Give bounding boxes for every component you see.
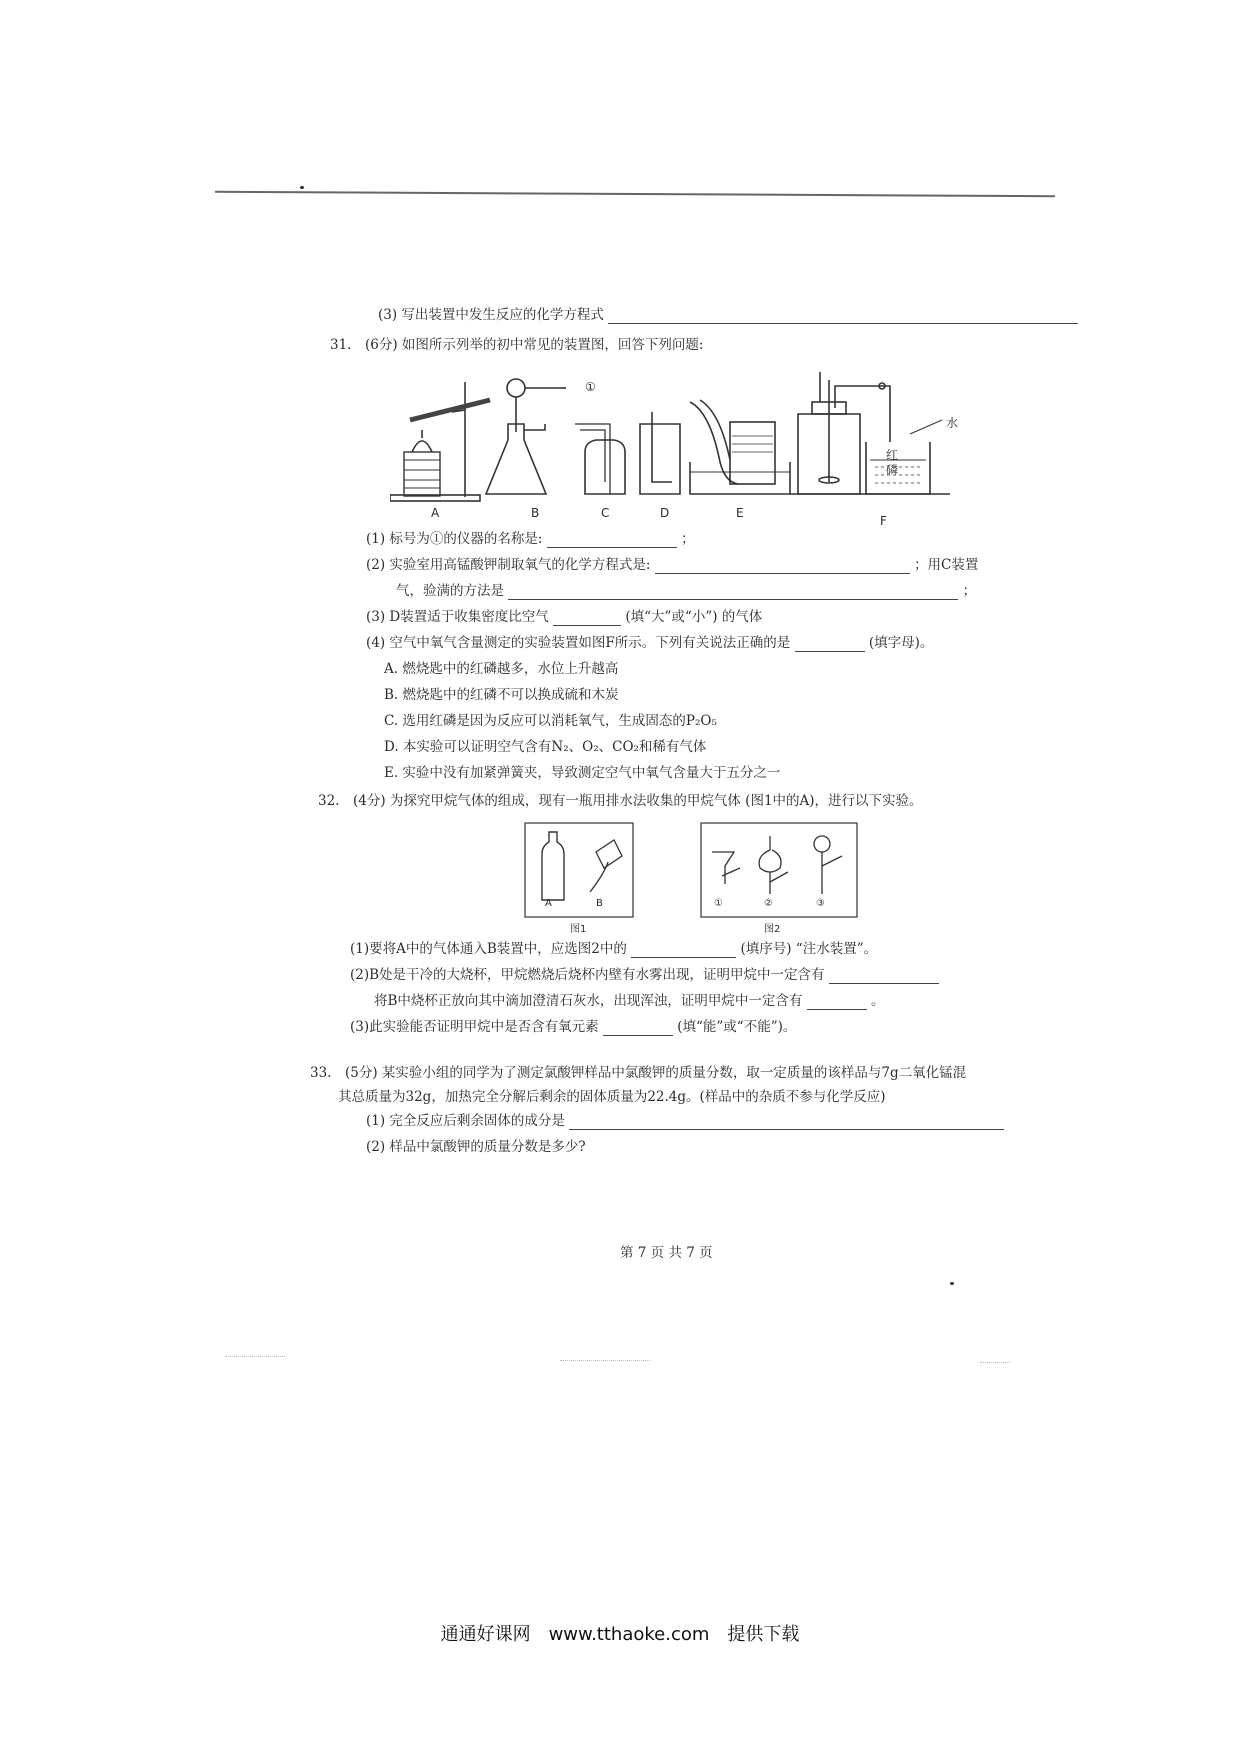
answer-blank (807, 995, 867, 1010)
circle-marker-label: ① (585, 380, 596, 394)
answer-blank (631, 943, 736, 958)
answer-blank (655, 559, 910, 574)
q32-item2: (2)B处是干冷的大烧杯，甲烷燃烧后烧杯内壁有水雾出现，证明甲烷中一定含有 (350, 966, 939, 984)
fig2-label-2: ② (764, 898, 773, 909)
answer-blank (508, 585, 958, 600)
water-label: 水 (946, 416, 959, 430)
answer-blank (553, 611, 621, 626)
scan-mark (980, 1362, 1010, 1363)
scan-speck (300, 186, 304, 189)
q31-item4: (4) 空气中氧气含量测定的实验装置如图F所示。下列有关说法正确的是 (填字母)。 (366, 635, 934, 651)
q31-item1: (1) 标号为①的仪器的名称是: ； (366, 531, 695, 547)
q31-item2-cont: 气，验满的方法是 ； (396, 583, 977, 599)
fig2-label-3: ③ (816, 898, 825, 909)
q32-figure-2 (700, 822, 858, 918)
q33-stem: 33. (5分) 某实验小组的同学为了测定氯酸钾样品中氯酸钾的质量分数，取一定质量的该样品与7g二氧化锰混 (310, 1065, 967, 1081)
answer-blank (829, 969, 939, 984)
apparatus-label-c: C (601, 506, 610, 520)
fig1-label-a: A (545, 898, 552, 909)
q32-stem: 32. (4分) 为探究甲烷气体的组成，现有一瓶用排水法收集的甲烷气体 (图1中的A)，进行以下实验。 (318, 793, 923, 809)
apparatus-label-a: A (431, 506, 440, 520)
scan-mark (225, 1356, 285, 1357)
page-number: 第 7 页 共 7 页 (620, 1245, 713, 1261)
apparatus-label-b: B (531, 506, 540, 520)
q31-option-d: D. 本实验可以证明空气含有N₂、O₂、CO₂和稀有气体 (384, 739, 707, 755)
fig1-label-b: B (596, 898, 603, 909)
apparatus-label-d: D (660, 506, 670, 520)
q33-stem-cont: 其总质量为32g，加热完全分解后剩余的固体质量为22.4g。(样品中的杂质不参与化学反应) (338, 1089, 886, 1105)
answer-blank (608, 309, 1078, 324)
red-phosphorus-label: 红磷 (886, 448, 899, 477)
q31-option-c: C. 选用红磷是因为反应可以消耗氧气，生成固态的P₂O₅ (384, 713, 717, 729)
q31-stem: 31. (6分) 如图所示列举的初中常见的装置图，回答下列问题: (330, 337, 704, 353)
scan-mark (560, 1360, 650, 1361)
q31-item2: (2) 实验室用高锰酸钾制取氧气的化学方程式是: ；用C装置 (366, 557, 979, 573)
fig1-caption: 图1 (570, 924, 587, 935)
footer-credit: 通通好课网 www.tthaoke.com 提供下载 (440, 1624, 800, 1645)
answer-blank (547, 533, 677, 548)
q32-item1: (1)要将A中的气体通入B装置中，应选图2中的 (填序号) “注水装置”。 (350, 941, 878, 957)
q33-item2: (2) 样品中氯酸钾的质量分数是多少? (366, 1139, 586, 1155)
scan-speck (950, 1282, 954, 1285)
q30-item3: (3) 写出装置中发生反应的化学方程式 (378, 306, 1078, 324)
fig2-label-1: ① (714, 898, 723, 909)
fig2-caption: 图2 (764, 924, 781, 935)
answer-blank (603, 1021, 673, 1036)
q31-option-b: B. 燃烧匙中的红磷不可以换成硫和木炭 (384, 687, 619, 703)
q31-option-a: A. 燃烧匙中的红磷越多，水位上升越高 (384, 661, 619, 677)
q31-option-e: E. 实验中没有加紧弹簧夹，导致测定空气中氧气含量大于五分之一 (384, 765, 781, 781)
q33-item1: (1) 完全反应后剩余固体的成分是 (366, 1112, 1004, 1130)
header-rule (215, 191, 1055, 197)
apparatus-label-f: F (880, 514, 887, 528)
apparatus-label-e: E (736, 506, 744, 520)
answer-blank (569, 1115, 1004, 1130)
q32-item2-cont: 将B中烧杯正放向其中滴加澄清石灰水，出现浑浊，证明甲烷中一定含有 。 (374, 993, 885, 1009)
answer-blank (795, 637, 865, 652)
q32-item3: (3)此实验能否证明甲烷中是否含有氧元素 (填“能”或“不能”)。 (350, 1019, 797, 1035)
q32-figure-1 (524, 822, 634, 918)
q31-item3: (3) D装置适于收集密度比空气 (填“大”或“小”) 的气体 (366, 609, 763, 625)
